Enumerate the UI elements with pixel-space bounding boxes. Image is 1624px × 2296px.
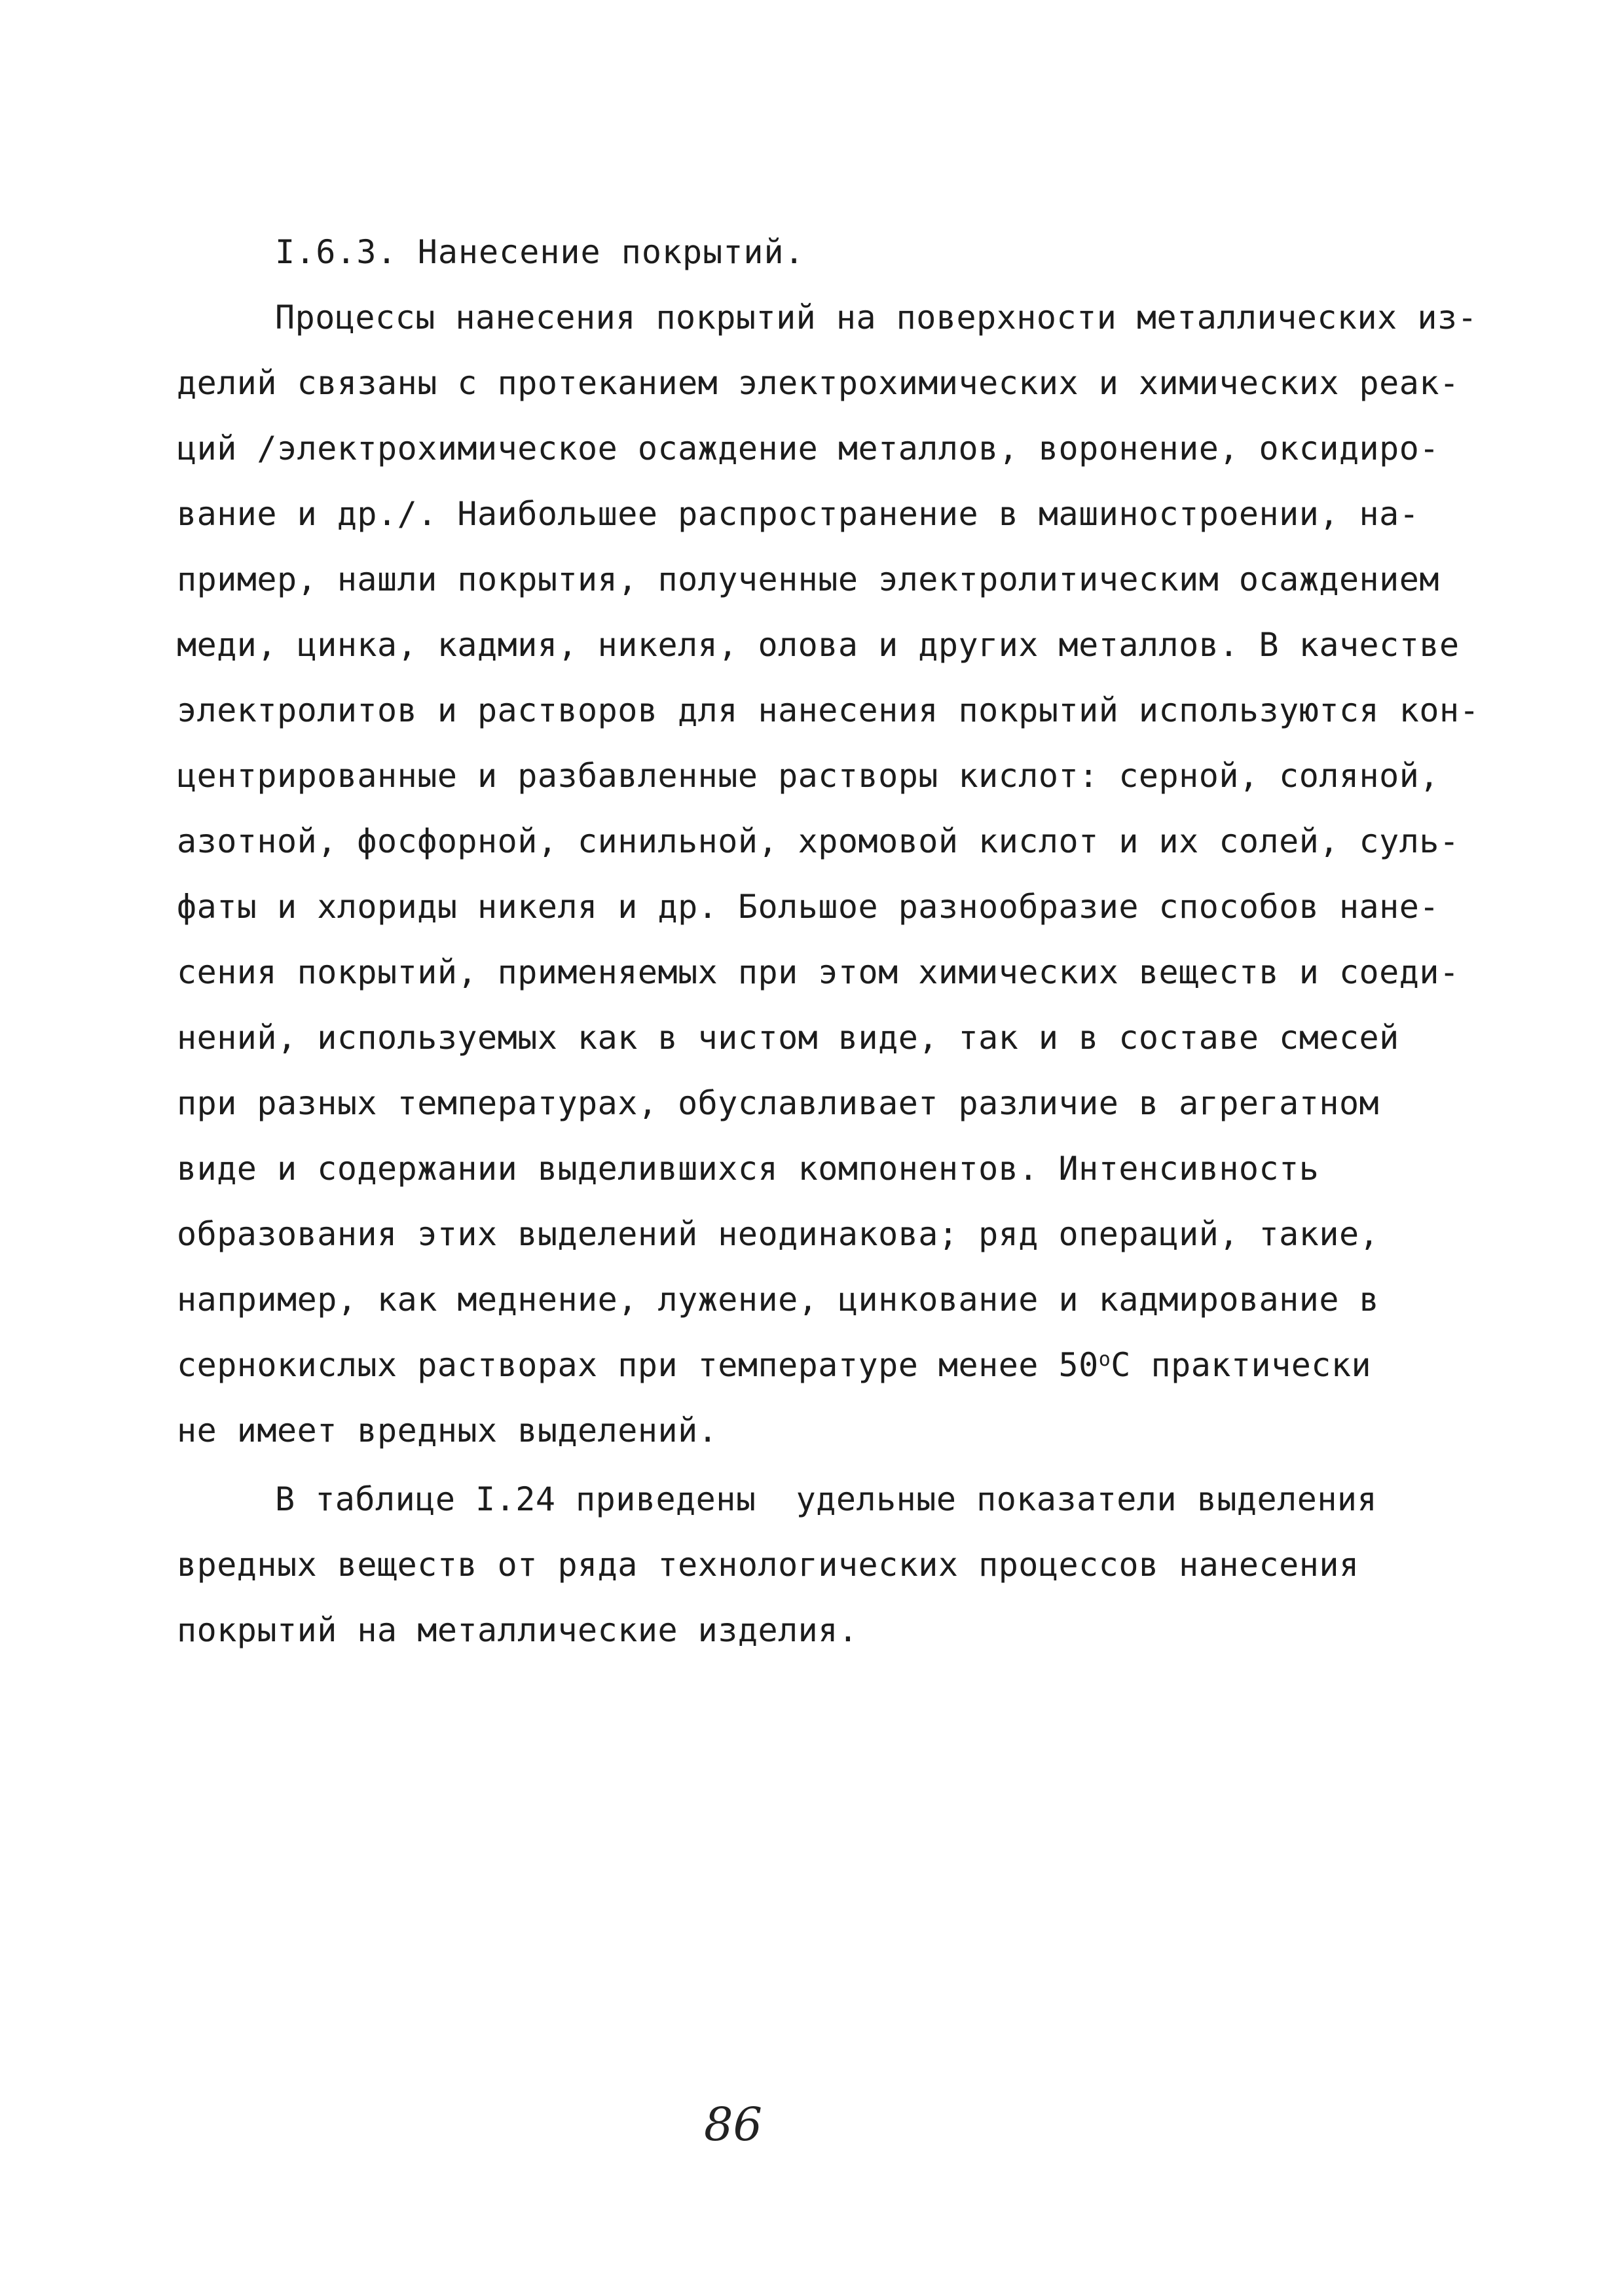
- text-line: В таблице I.24 приведены удельные показатели выделения: [275, 1480, 1378, 1518]
- temp-line-before: сернокислых растворах при температуре менее 50: [177, 1346, 1099, 1384]
- text-line: виде и содержании выделившихся компонентов. Интенсивность: [177, 1150, 1320, 1188]
- text-line: фаты и хлориды никеля и др. Большое разнообразие способов нане-: [177, 888, 1439, 926]
- text-line: пример, нашли покрытия, полученные электролитическим осаждением: [177, 560, 1439, 598]
- text-line: нений, используемых как в чистом виде, так и в составе смесей: [177, 1019, 1399, 1057]
- text-line: вредных веществ от ряда технологических процессов нанесения: [177, 1546, 1359, 1584]
- page-number: 86: [704, 2098, 763, 2151]
- text-line: например, как меднение, лужение, цинкование и кадмирование в: [177, 1281, 1380, 1319]
- text-line: сения покрытий, применяемых при этом химических веществ и соеди-: [177, 953, 1460, 991]
- temp-line-after: С практически: [1111, 1346, 1372, 1384]
- text-line: вание и др./. Наибольшее распространение в машиностроении, на-: [177, 495, 1420, 533]
- degree-symbol: о: [1098, 1348, 1111, 1371]
- text-line: при разных температурах, обуславливает различие в агрегатном: [177, 1084, 1380, 1122]
- section-heading: I.6.3. Нанесение покрытий.: [275, 233, 805, 271]
- text-line: покрытий на металлические изделия.: [177, 1611, 858, 1649]
- text-line: Процессы нанесения покрытий на поверхности металлических из-: [275, 299, 1478, 337]
- text-line: делий связаны с протеканием электрохимических и химических реак-: [177, 364, 1460, 402]
- text-line: электролитов и растворов для нанесения покрытий используются кон-: [177, 691, 1480, 729]
- text-line: ций /электрохимическое осаждение металлов, воронение, оксидиро-: [177, 429, 1439, 467]
- text-line: центрированные и разбавленные растворы кислот: серной, соляной,: [177, 757, 1439, 795]
- text-line: не имеет вредных выделений.: [177, 1412, 718, 1449]
- text-line: меди, цинка, кадмия, никеля, олова и других металлов. В качестве: [177, 626, 1460, 664]
- text-line: азотной, фосфорной, синильной, хромовой кислот и их солей, суль-: [177, 822, 1460, 860]
- text-line-temperature: [177, 1332, 1371, 1398]
- text-line: образования этих выделений неодинакова; ряд операций, такие,: [177, 1215, 1380, 1253]
